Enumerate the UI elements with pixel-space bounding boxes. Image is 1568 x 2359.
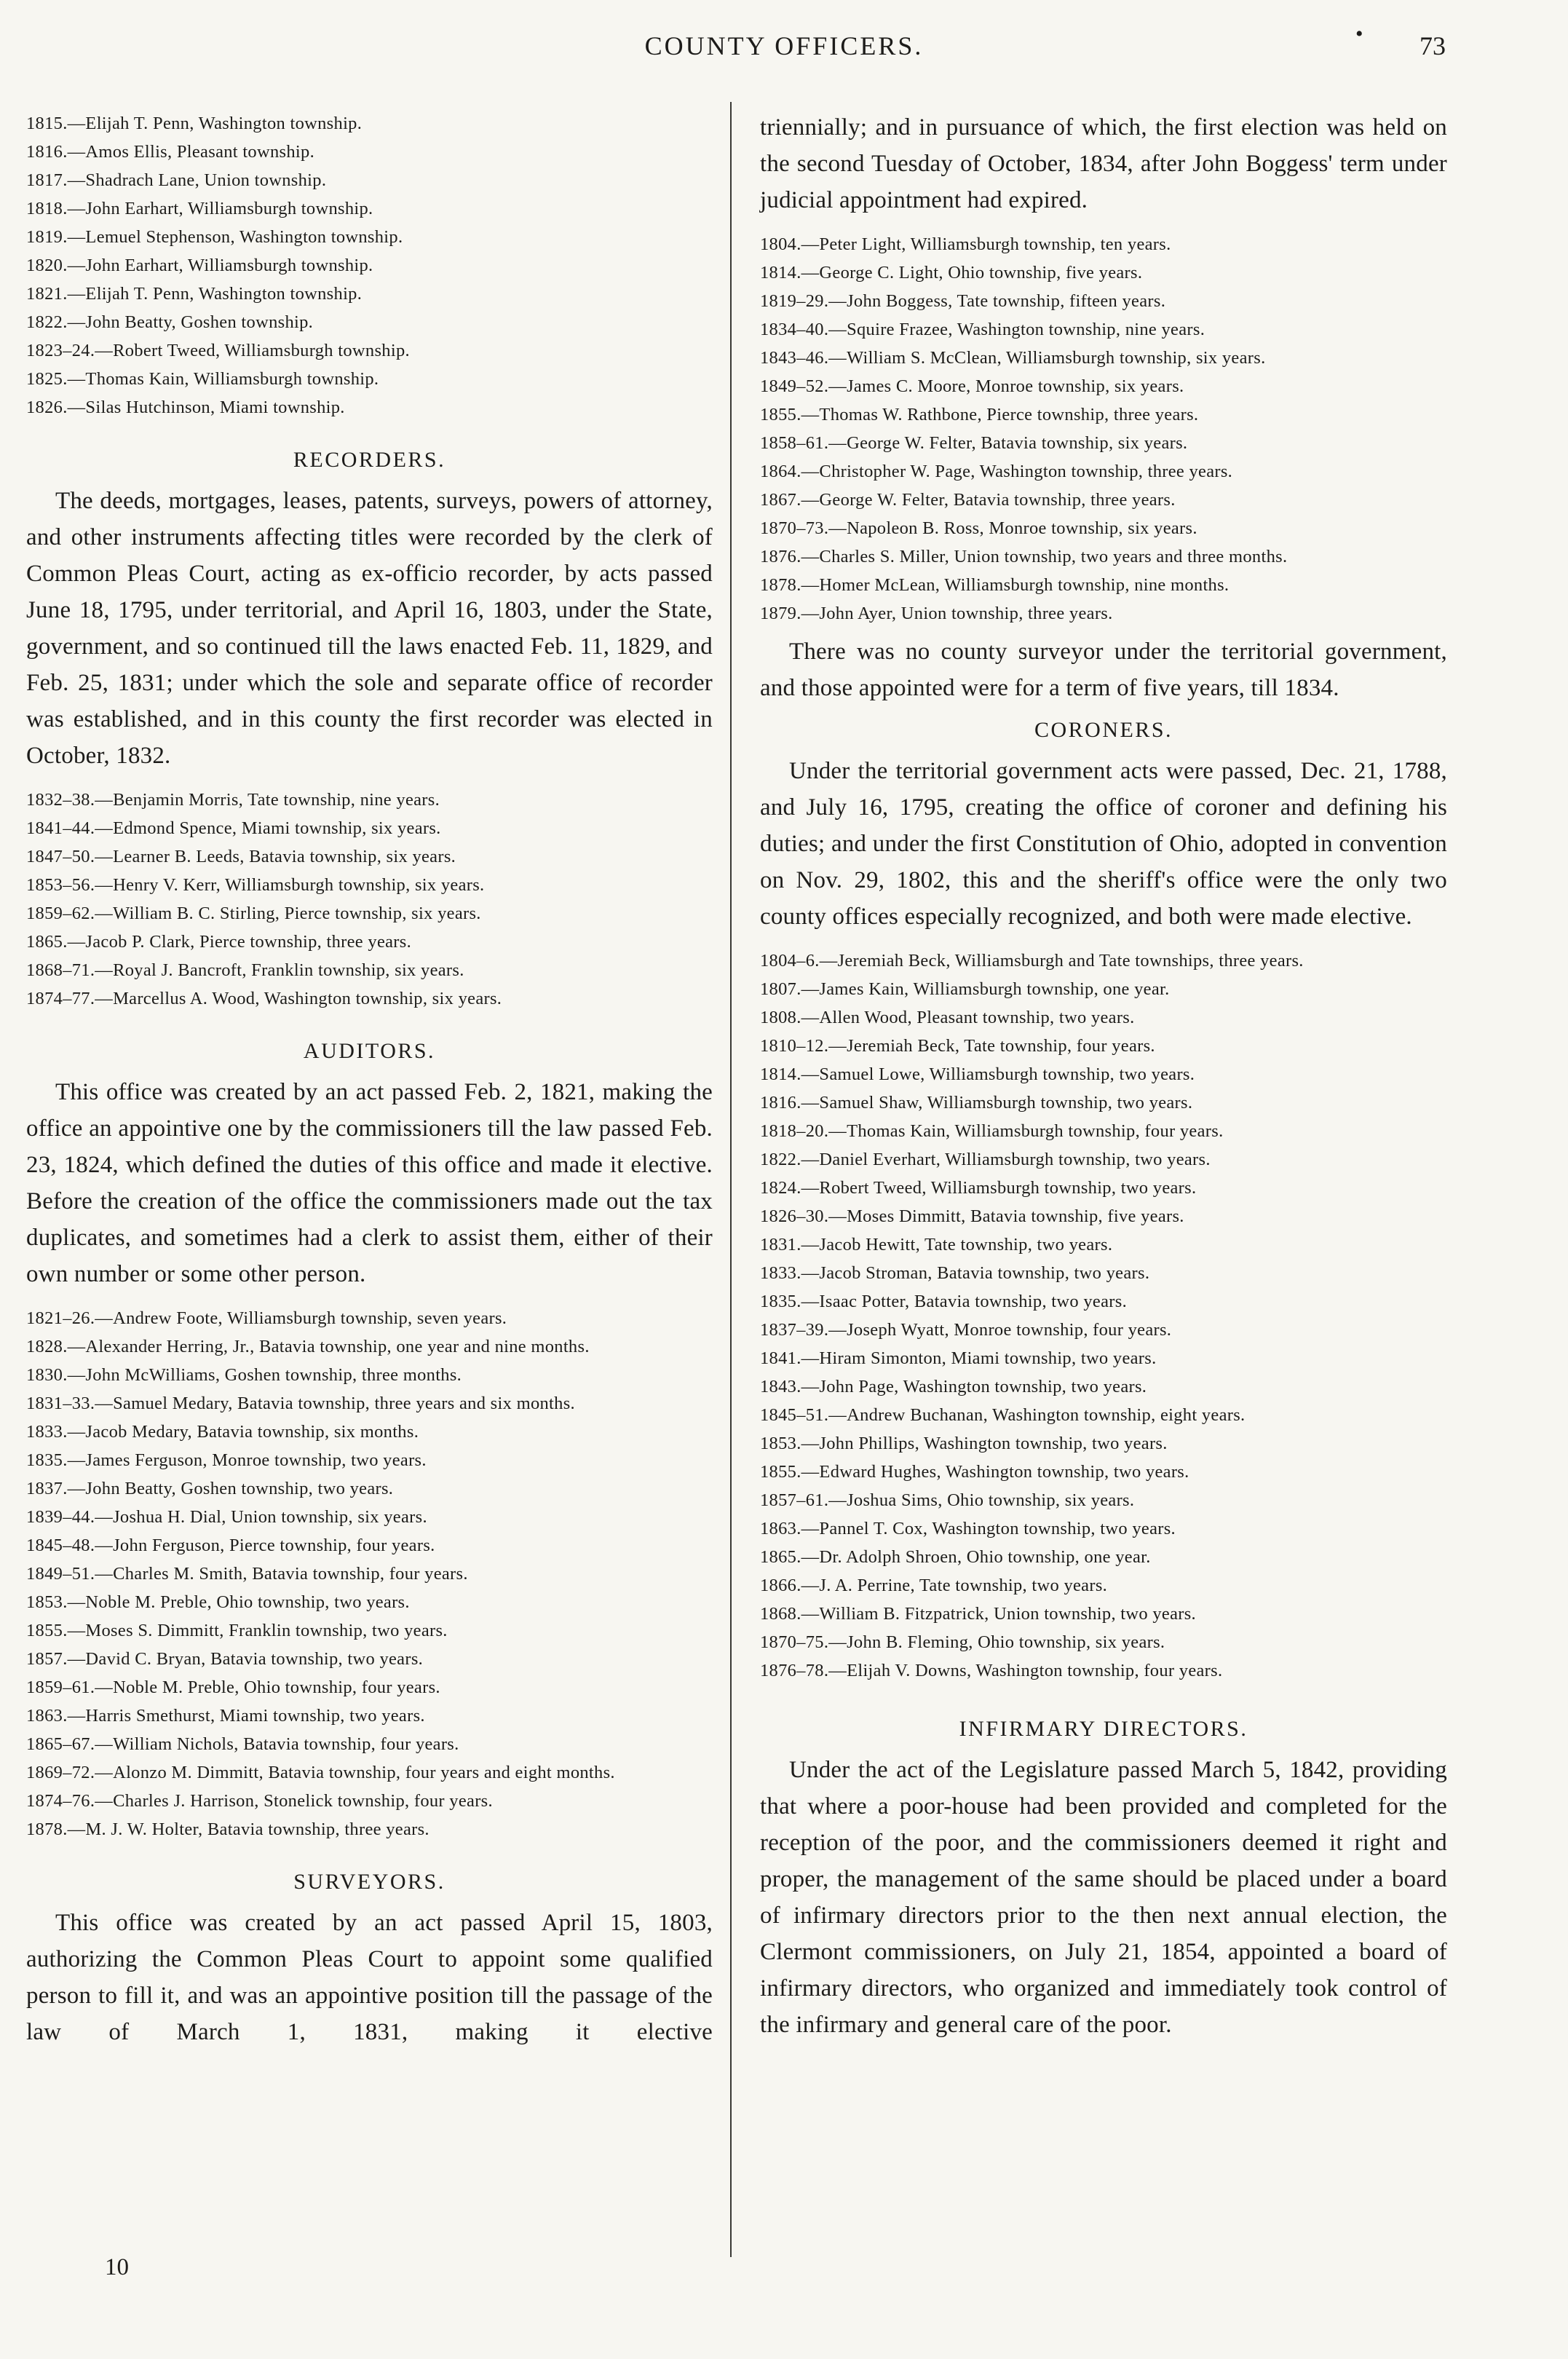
list-entry: 1826.—Silas Hutchinson, Miami township. [26, 398, 345, 417]
list-entry: 1824.—Robert Tweed, Williamsburgh township, two years. [760, 1178, 1197, 1198]
list-entry: 1855.—Thomas W. Rathbone, Pierce township, three years. [760, 405, 1199, 424]
sheriffs-list [26, 109, 713, 422]
list-entry: 1833.—Jacob Stroman, Batavia township, two years. [760, 1263, 1150, 1283]
list-entry: 1853–56.—Henry V. Kerr, Williamsburgh township, six years. [26, 875, 485, 895]
list-entry: 1874–76.—Charles J. Harrison, Stonelick township, four years. [26, 1791, 493, 1811]
list-entry: 1878.—Homer McLean, Williamsburgh township, nine months. [760, 575, 1230, 595]
list-entry: 1830.—John McWilliams, Goshen township, three months. [26, 1365, 462, 1385]
list-entry: 1832–38.—Benjamin Morris, Tate township, nine years. [26, 790, 440, 810]
auditors-paragraph: This office was created by an act passed Feb. 2, 1821, making the office an appointive one by the commissioners till the law passed Feb. 23, 1824, which defined the duties of this office and made it elective. Before the creation of the office the commissioners made out the tax duplicates, and sometimes had a clerk to assist them, either of their own number or some other person. [26, 1079, 713, 1287]
list-entry: 1863.—Pannel T. Cox, Washington township, two years. [760, 1519, 1176, 1538]
list-entry: 1835.—James Ferguson, Monroe township, two years. [26, 1450, 427, 1470]
list-entry: 1845–51.—Andrew Buchanan, Washington township, eight years. [760, 1405, 1246, 1425]
auditors-heading: AUDITORS. [303, 1039, 436, 1063]
list-entry: 1831.—Jacob Hewitt, Tate township, two years. [760, 1235, 1113, 1254]
list-entry: 1855.—Edward Hughes, Washington township, two years. [760, 1462, 1189, 1482]
infirmary-paragraph: Under the act of the Legislature passed March 5, 1842, providing that where a poor-house had been provided and completed for the reception of the poor, and the commissioners deemed it right and proper, the management of the same should be placed under a board of infirmary directors prior to the then next annual election, the Clermont commissioners, on July 21, 1854, appointed a board of infirmary directors, who organized and immediately took control of the infirmary and general care of the poor. [760, 1757, 1447, 2038]
recorders-list [26, 786, 713, 1013]
surveyors-heading: SURVEYORS. [293, 1870, 446, 1894]
list-entry: 1835.—Isaac Potter, Batavia township, two years. [760, 1292, 1127, 1311]
list-entry: 1867.—George W. Felter, Batavia township, three years. [760, 490, 1176, 510]
list-entry: 1815.—Elijah T. Penn, Washington township. [26, 114, 363, 133]
list-entry: 1816.—Amos Ellis, Pleasant township. [26, 142, 314, 162]
list-entry: 1868.—William B. Fitzpatrick, Union township, two years. [760, 1604, 1196, 1624]
surveyors-paragraph: This office was created by an act passed April 15, 1803, authorizing the Common Pleas Court to appoint some qualified person to fill it, and was an appointive position till the passage of the law of March 1, 1831, making it elective [26, 1910, 713, 2045]
list-entry: 1821.—Elijah T. Penn, Washington township. [26, 284, 363, 304]
list-entry: 1874–77.—Marcellus A. Wood, Washington township, six years. [26, 989, 502, 1008]
list-entry: 1831–33.—Samuel Medary, Batavia township, three years and six months. [26, 1394, 575, 1413]
column-divider [730, 102, 732, 2257]
list-entry: 1876.—Charles S. Miller, Union township, two years and three months. [760, 547, 1288, 566]
list-entry: 1857–61.—Joshua Sims, Ohio township, six years. [760, 1490, 1135, 1510]
auditors-list [26, 1304, 713, 1844]
page-number: 73 [1419, 31, 1446, 60]
signature-mark: 10 [105, 2254, 129, 2280]
list-entry: 1845–48.—John Ferguson, Pierce township, four years. [26, 1536, 435, 1555]
list-entry: 1822.—John Beatty, Goshen township. [26, 312, 314, 332]
list-entry: 1865.—Jacob P. Clark, Pierce township, three years. [26, 932, 412, 952]
list-entry: 1821–26.—Andrew Foote, Williamsburgh township, seven years. [26, 1308, 507, 1328]
recorders-paragraph: The deeds, mortgages, leases, patents, surveys, powers of attorney, and other instruments affecting titles were recorded by the clerk of Common Pleas Court, acting as ex-officio recorder, by acts passed June 18, 1795, under territorial, and April 16, 1803, under the State, government, and so continued till the laws enacted Feb. 11, 1829, and Feb. 25, 1831; under which the sole and separate office of recorder was established, and in this county the first recorder was elected in October, 1832. [26, 488, 713, 769]
list-entry: 1807.—James Kain, Williamsburgh township, one year. [760, 979, 1170, 999]
list-entry: 1819–29.—John Boggess, Tate township, fifteen years. [760, 291, 1166, 311]
list-entry: 1839–44.—Joshua H. Dial, Union township, six years. [26, 1507, 427, 1527]
list-entry: 1825.—Thomas Kain, Williamsburgh township. [26, 369, 379, 389]
list-entry: 1847–50.—Learner B. Leeds, Batavia township, six years. [26, 847, 456, 866]
list-entry: 1833.—Jacob Medary, Batavia township, six months. [26, 1422, 419, 1442]
list-entry: 1869–72.—Alonzo M. Dimmitt, Batavia township, four years and eight months. [26, 1763, 615, 1782]
list-entry: 1814.—Samuel Lowe, Williamsburgh township, two years. [760, 1064, 1195, 1084]
recorders-heading: RECORDERS. [293, 448, 446, 472]
list-entry: 1876–78.—Elijah V. Downs, Washington township, four years. [760, 1661, 1223, 1680]
header-mark: • [1355, 22, 1363, 46]
list-entry: 1849–51.—Charles M. Smith, Batavia township, four years. [26, 1564, 468, 1584]
list-entry: 1853.—John Phillips, Washington township, two years. [760, 1434, 1168, 1453]
list-entry: 1828.—Alexander Herring, Jr., Batavia township, one year and nine months. [26, 1337, 590, 1356]
list-entry: 1859–61.—Noble M. Preble, Ohio township, four years. [26, 1678, 440, 1697]
list-entry: 1818.—John Earhart, Williamsburgh township. [26, 199, 373, 218]
list-entry: 1863.—Harris Smethurst, Miami township, two years. [26, 1706, 425, 1726]
list-entry: 1870–75.—John B. Fleming, Ohio township, six years. [760, 1632, 1165, 1652]
list-entry: 1834–40.—Squire Frazee, Washington township, nine years. [760, 320, 1205, 339]
list-entry: 1810–12.—Jeremiah Beck, Tate township, four years. [760, 1036, 1155, 1056]
list-entry: 1837.—John Beatty, Goshen township, two years. [26, 1479, 394, 1498]
list-entry: 1853.—Noble M. Preble, Ohio township, two years. [26, 1592, 410, 1612]
list-entry: 1816.—Samuel Shaw, Williamsburgh township, two years. [760, 1093, 1193, 1113]
list-entry: 1823–24.—Robert Tweed, Williamsburgh township. [26, 341, 410, 360]
list-entry: 1855.—Moses S. Dimmitt, Franklin township, two years. [26, 1621, 448, 1640]
left-column [26, 109, 713, 2062]
coroners-list [760, 947, 1447, 1685]
list-entry: 1841.—Hiram Simonton, Miami township, two years. [760, 1348, 1157, 1368]
list-entry: 1849–52.—James C. Moore, Monroe township, six years. [760, 376, 1184, 396]
page-header-title: COUNTY OFFICERS. [644, 31, 924, 60]
list-entry: 1843–46.—William S. McClean, Williamsburgh township, six years. [760, 348, 1266, 368]
list-entry: 1858–61.—George W. Felter, Batavia township, six years. [760, 433, 1188, 453]
list-entry: 1814.—George C. Light, Ohio township, five years. [760, 263, 1143, 282]
list-entry: 1804.—Peter Light, Williamsburgh township, ten years. [760, 234, 1171, 254]
list-entry: 1868–71.—Royal J. Bancroft, Franklin township, six years. [26, 960, 464, 980]
list-entry: 1817.—Shadrach Lane, Union township. [26, 170, 327, 190]
infirmary-heading: INFIRMARY DIRECTORS. [959, 1717, 1248, 1741]
list-entry: 1865–67.—William Nichols, Batavia township, four years. [26, 1734, 459, 1754]
list-entry: 1866.—J. A. Perrine, Tate township, two years. [760, 1576, 1108, 1595]
list-entry: 1822.—Daniel Everhart, Williamsburgh township, two years. [760, 1150, 1211, 1169]
surveyors-note: There was no county surveyor under the territorial government, and those appointed were for a term of five years, till 1834. [760, 639, 1447, 701]
list-entry: 1820.—John Earhart, Williamsburgh township. [26, 256, 373, 275]
right-column [760, 109, 1447, 2055]
list-entry: 1808.—Allen Wood, Pleasant township, two years. [760, 1008, 1135, 1027]
list-entry: 1843.—John Page, Washington township, two years. [760, 1377, 1147, 1396]
list-entry: 1865.—Dr. Adolph Shroen, Ohio township, one year. [760, 1547, 1151, 1567]
list-entry: 1818–20.—Thomas Kain, Williamsburgh township, four years. [760, 1121, 1224, 1141]
list-entry: 1837–39.—Joseph Wyatt, Monroe township, four years. [760, 1320, 1172, 1340]
list-entry: 1864.—Christopher W. Page, Washington township, three years. [760, 462, 1233, 481]
surveyors-list [760, 230, 1447, 628]
list-entry: 1870–73.—Napoleon B. Ross, Monroe township, six years. [760, 518, 1197, 538]
list-entry: 1826–30.—Moses Dimmitt, Batavia township, five years. [760, 1206, 1184, 1226]
list-entry: 1857.—David C. Bryan, Batavia township, two years. [26, 1649, 424, 1669]
list-entry: 1804–6.—Jeremiah Beck, Williamsburgh and Tate townships, three years. [760, 951, 1304, 971]
list-entry: 1841–44.—Edmond Spence, Miami township, six years. [26, 818, 441, 838]
list-entry: 1819.—Lemuel Stephenson, Washington township. [26, 227, 403, 247]
list-entry: 1879.—John Ayer, Union township, three years. [760, 604, 1113, 623]
list-entry: 1878.—M. J. W. Holter, Batavia township, three years. [26, 1819, 429, 1839]
coroners-paragraph: Under the territorial government acts were passed, Dec. 21, 1788, and July 16, 1795, creating the office of coroner and defining his duties; and under the first Constitution of Ohio, adopted in convention on Nov. 29, 1802, this and the sheriff's office were the only two county offices especially recognized, and both were made elective. [760, 758, 1447, 930]
surveyors-paragraph-continued: triennially; and in pursuance of which, the first election was held on the second Tuesday of October, 1834, after John Boggess' term under judicial appointment had expired. [760, 114, 1447, 213]
coroners-heading: CORONERS. [1034, 718, 1173, 742]
list-entry: 1859–62.—William B. C. Stirling, Pierce township, six years. [26, 904, 481, 923]
